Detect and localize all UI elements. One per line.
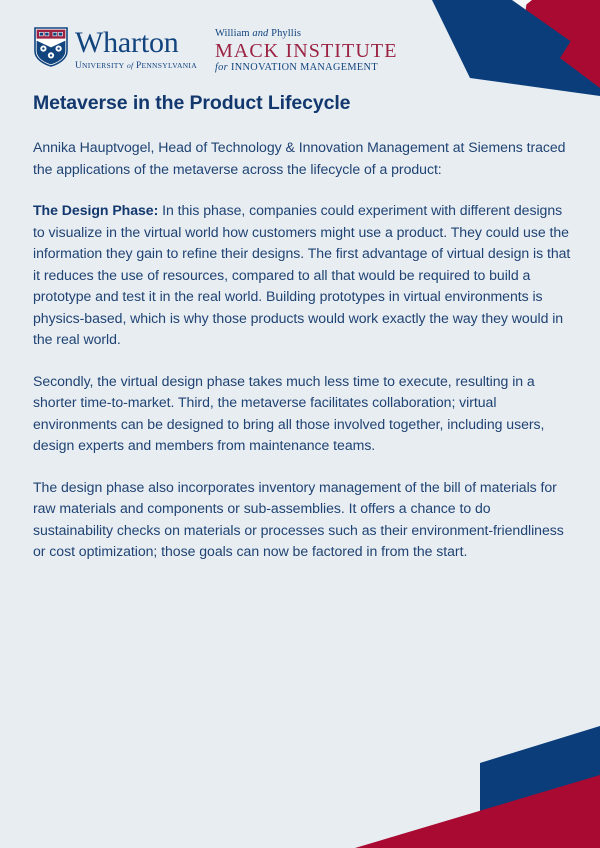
wharton-logo [34,27,197,72]
paragraph-lead: The Design Phase: [33,202,159,218]
paragraph-text: The design phase also incorporates inventory management of the bill of materials for raw materials and components or sub-assemblies. It offers a chance to do sustainability checks on materials or processes such as their environment-friendliness or cost optimization; those goals can now be factored in from the start. [33,478,564,559]
paragraph-text: Secondly, the virtual design phase takes much less time to execute, resulting in a shorter time-to-market. Third, the metaverse facilitates collaboration; virtual environments can be designed to bring all those involved together, including users, design experts and members from maintenance teams. [33,372,545,453]
paragraph-design-phase [33,200,573,351]
paragraph-inventory [33,477,573,563]
top-right-blue-parallelogram [432,0,600,96]
top-right-crimson-sliver [560,36,600,88]
article-content [33,92,573,563]
wharton-subtitle-ennsylvania: ENNSYLVANIA [141,61,197,70]
bottom-right-crimson-band [355,775,600,848]
mack-tagline-rest: INNOVATION MANAGEMENT [228,62,378,73]
paragraph-text: In this phase, companies could experiment with different designs to visualize in the virtual world how customers might use a product. They could use the information they gain to refine their designs. The first advantage of virtual design is that it reduces the use of resources, compared to all that would be required to build a prototype and test it in the real world. Building prototypes in virtual environments is physics-based, which is why those products would work exactly the way they would in the real world. [33,202,571,347]
paragraph-text: Annika Hauptvogel, Head of Technology & Innovation Management at Siemens traced the applications of the metaverse across the lifecycle of a product: [33,139,566,177]
top-right-white-wedge [487,0,532,36]
bottom-right-blue-block [480,726,600,848]
wharton-wordmark [75,27,197,72]
mack-donor-second: Phyllis [268,28,302,39]
mack-institute-name: MACK INSTITUTE [214,40,398,62]
wharton-name: Wharton [75,26,179,59]
wharton-subtitle-p: P [135,61,142,71]
page-title: Metaverse in the Product Lifecycle [33,92,351,114]
mack-institute-logo [215,27,398,74]
paragraph-secondly [33,371,573,457]
wharton-subtitle-of: of [126,61,134,70]
wharton-subtitle-u: U [75,61,83,71]
mack-institute-donor-line [215,28,398,40]
wharton-subtitle [75,60,197,72]
mack-donor-and: and [252,28,269,39]
mack-institute-tagline [215,62,398,74]
brand-logo-bar [34,27,398,74]
paragraph-intro [33,137,573,180]
mack-donor-first: William [214,28,253,39]
wharton-subtitle-niversity: NIVERSITY [82,61,125,70]
penn-shield-icon [34,27,68,67]
top-right-crimson-wedge [520,0,600,60]
mack-tagline-for: for [214,62,229,73]
